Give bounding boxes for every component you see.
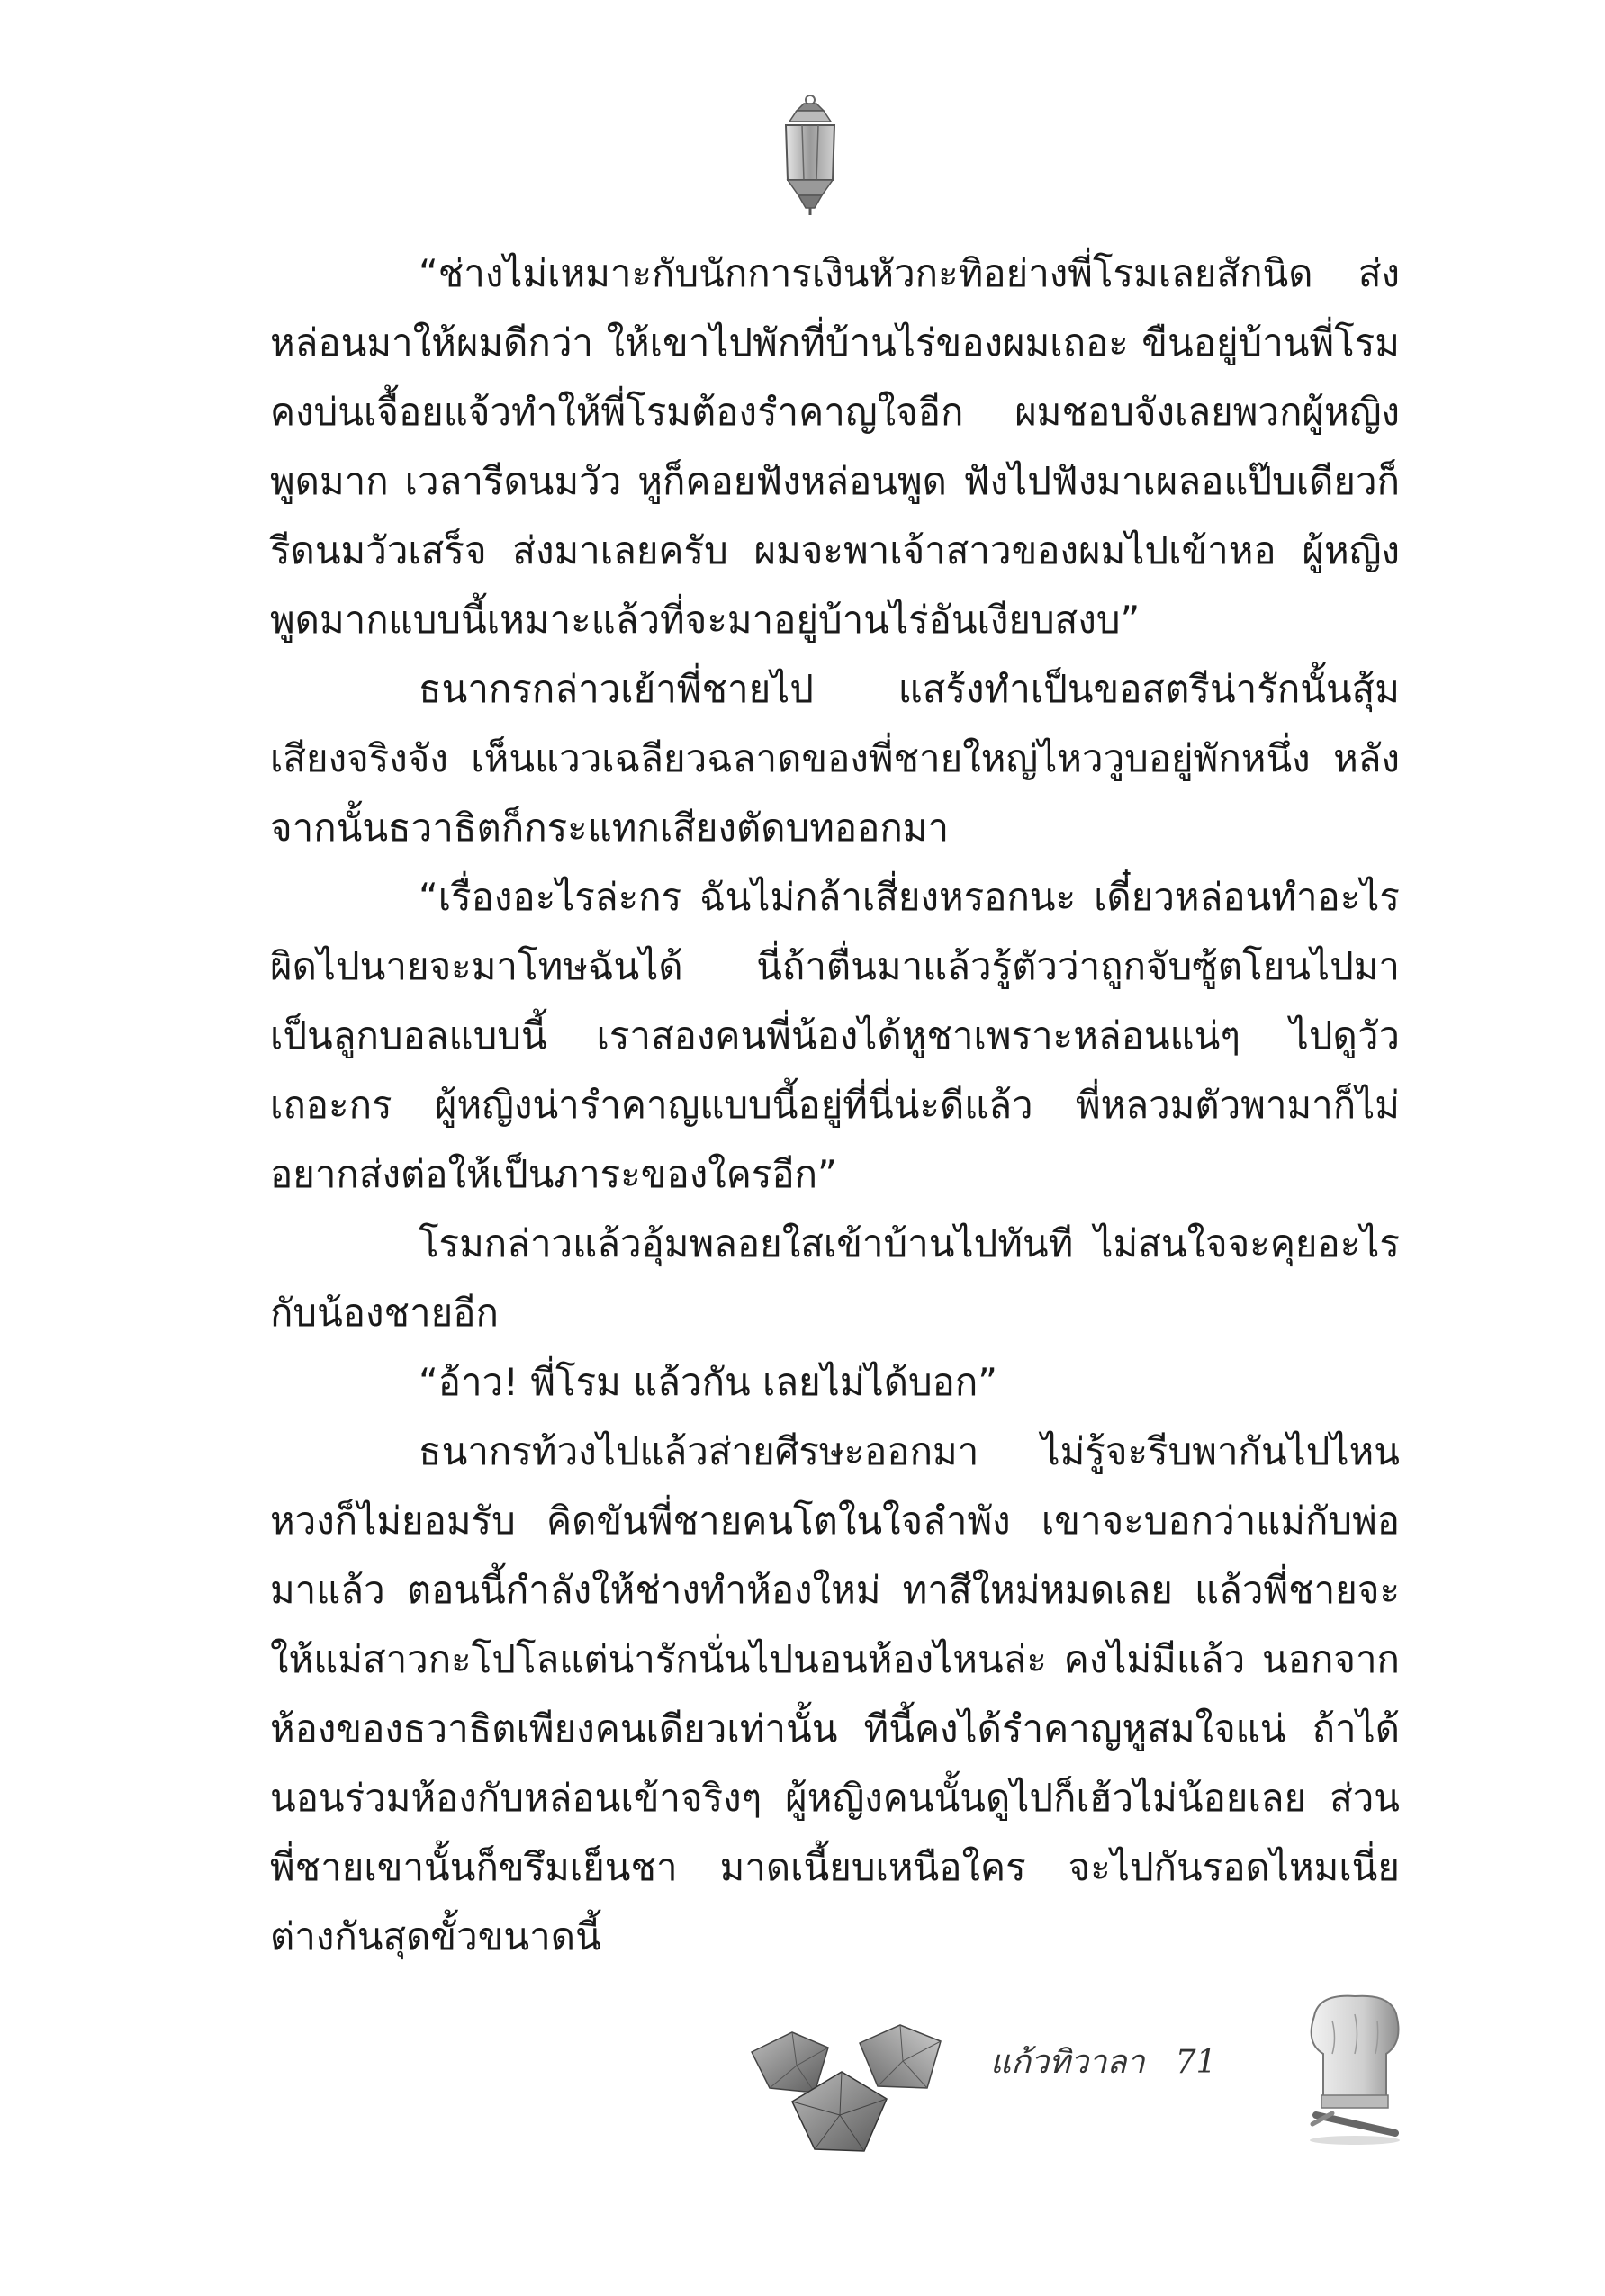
paragraph: “ช่างไม่เหมาะกับนักการเงินหัวกะทิอย่างพี่โรมเลยสักนิด ส่งหล่อนมาให้ผมดีกว่า ให้เขาไปพักที่บ้านไร่ของผมเถอะ ขืนอยู่บ้านพี่โรมคงบ่นเจื้อยแจ้วทำให้พี่โรมต้องรำคาญใจอีก ผมชอบจังเลยพวกผู้หญิงพูดมาก เวลารีดนมวัว หูก็คอยฟังหล่อนพูด ฟังไปฟังมาเผลอแป๊บเดียวก็รีดนมวัวเสร็จ ส่งมาเลยครับ ผมจะพาเจ้าสาวของผมไปเข้าหอ ผู้หญิงพูดมากแบบนี้เหมาะแล้วที่จะมาอยู่บ้านไร่อันเงียบสงบ” (270, 251, 1400, 642)
paragraph: ธนากรท้วงไปแล้วส่ายศีรษะออกมา ไม่รู้จะรีบพากันไปไหนหวงก็ไม่ยอมรับ คิดขันพี่ชายคนโตในใจลำพัง เขาจะบอกว่าแม่กับพ่อมาแล้ว ตอนนี้กำลังให้ช่างทำห้องใหม่ ทาสีใหม่หมดเลย แล้วพี่ชายจะให้แม่สาวกะโปโลแต่น่ารักนั่นไปนอนห้องไหนล่ะ คงไม่มีแล้ว นอกจากห้องของธวาธิตเพียงคนเดียวเท่านั้น ทีนี้คงได้รำคาญหูสมใจแน่ ถ้าได้นอนร่วมห้องกับหล่อนเข้าจริงๆ ผู้หญิงคนนั้นดูไปก็เฮ้วไม่น้อยเลย ส่วนพี่ชายเขานั้นก็ขรึมเย็นชา มาดเนี้ยบเหนือใคร จะไปกันรอดไหมเนี่ยต่างกันสุดขั้วขนาดนี้ (270, 1429, 1400, 1958)
page-footer (990, 2036, 1216, 2087)
book-title: แก้วทิวาลา (990, 2044, 1145, 2081)
hat-icon (1296, 1989, 1413, 2147)
page-number: 71 (1175, 2044, 1217, 2081)
paragraph: ธนากรกล่าวเย้าพี่ชายไป แสร้งทำเป็นขอสตรีน่ารักนั้นสุ้มเสียงจริงจัง เห็นแววเฉลียวฉลาดของพี่ชายใหญ่ไหววูบอยู่พักหนึ่ง หลังจากนั้นธวาธิตก็กระแทกเสียงตัดบทออกมา (270, 667, 1400, 850)
paragraph: “อ้าว! พี่โรม แล้วกัน เลยไม่ได้บอก” (419, 1360, 998, 1404)
lantern-icon (770, 95, 851, 216)
gems-icon (743, 2016, 959, 2160)
story-text (270, 239, 1400, 1971)
paragraph: “เรื่องอะไรล่ะกร ฉันไม่กล้าเสี่ยงหรอกนะ เดี๋ยวหล่อนทำอะไรผิดไปนายจะมาโทษฉันได้ นี่ถ้าตื่นมาแล้วรู้ตัวว่าถูกจับซู้ตโยนไปมาเป็นลูกบอลแบบนี้ เราสองคนพี่น้องได้หูชาเพราะหล่อนแน่ๆ ไปดูวัวเถอะกร ผู้หญิงน่ารำคาญแบบนี้อยู่ที่นี่น่ะดีแล้ว พี่หลวมตัวพามาก็ไม่อยากส่งต่อให้เป็นภาระของใครอีก” (270, 875, 1400, 1196)
paragraph: โรมกล่าวแล้วอุ้มพลอยใสเข้าบ้านไปทันที ไม่สนใจจะคุยอะไรกับน้องชายอีก (270, 1221, 1400, 1335)
